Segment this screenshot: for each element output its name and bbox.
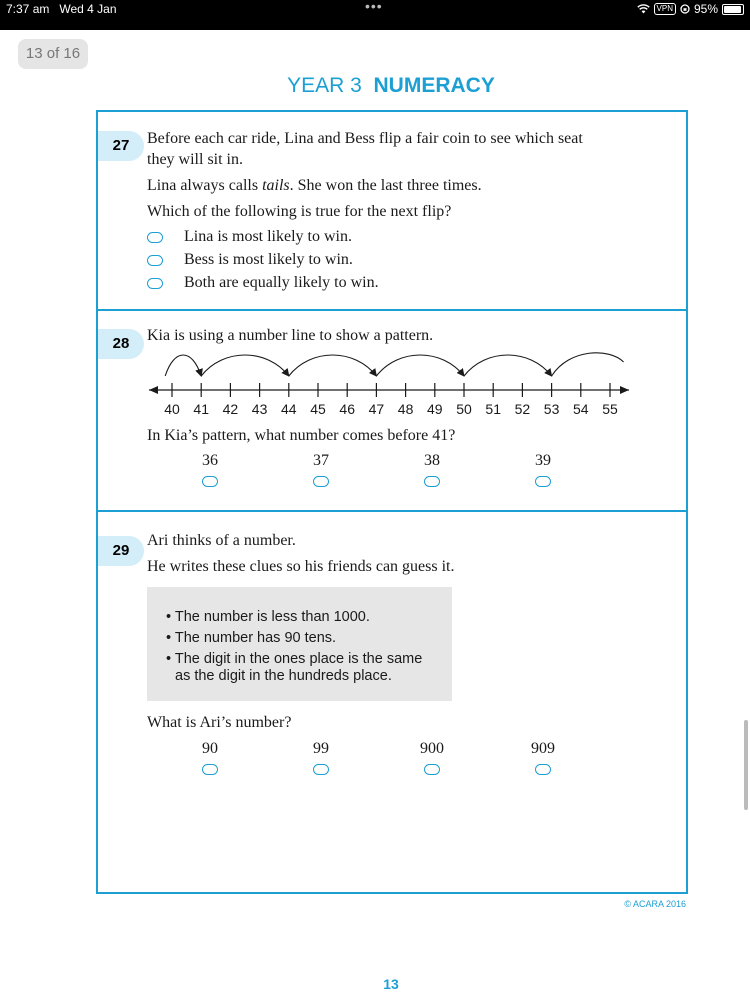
- tick-label: 47: [368, 401, 385, 417]
- clue-item: as the digit in the hundreds place.: [175, 668, 392, 684]
- tick-label: 42: [222, 401, 239, 417]
- copyright-notice: © ACARA 2016: [624, 899, 686, 909]
- page-indicator-badge: 13 of 16: [18, 39, 88, 69]
- jump-arrow: [376, 355, 464, 376]
- number-line: [144, 353, 644, 423]
- jump-arrow: [289, 355, 377, 376]
- tick-label: 50: [456, 401, 472, 417]
- answer-bubble-icon[interactable]: [147, 232, 163, 243]
- answer-choice[interactable]: 36: [180, 452, 240, 492]
- clue-item: • The number has 90 tens.: [166, 630, 337, 646]
- answer-bubble-icon[interactable]: [202, 764, 218, 775]
- battery-percent: 95%: [693, 2, 718, 16]
- answer-bubble-icon[interactable]: [313, 476, 329, 487]
- answer-option[interactable]: Bess is most likely to win.: [147, 251, 353, 269]
- jump-arrow: [464, 355, 552, 376]
- tick-label: 44: [281, 401, 297, 417]
- answer-choice[interactable]: 909: [513, 740, 573, 780]
- answer-bubble-icon[interactable]: [535, 476, 551, 487]
- answer-choice[interactable]: 37: [291, 452, 351, 492]
- answer-choice[interactable]: 39: [513, 452, 573, 492]
- jump-arrow: [201, 355, 289, 376]
- question-text: Kia is using a number line to show a pattern.: [147, 327, 434, 344]
- question-prompt: In Kia’s pattern, what number comes before 41?: [147, 427, 456, 444]
- status-bar: [0, 0, 750, 18]
- tick-label: 43: [251, 401, 268, 417]
- jump-arrow: [165, 355, 201, 376]
- answer-choice[interactable]: 900: [402, 740, 462, 780]
- question-prompt: Which of the following is true for the next flip?: [147, 203, 452, 220]
- pattern-jump-arrows: [165, 353, 623, 376]
- battery-icon: [722, 4, 744, 15]
- question-text: Ari thinks of a number.: [147, 532, 296, 549]
- question-number: 29: [98, 536, 144, 566]
- answer-choice[interactable]: 99: [291, 740, 351, 780]
- page-number: 13: [383, 976, 399, 992]
- page-title: YEAR 3 NUMERACY: [287, 74, 495, 97]
- question-number: 28: [98, 329, 144, 359]
- question-text: Before each car ride, Lina and Bess flip a fair coin to see which seat: [147, 130, 583, 147]
- question-text: He writes these clues so his friends can guess it.: [147, 558, 455, 575]
- axis-right-arrow-icon: [620, 386, 629, 394]
- number-line-labels: [164, 401, 618, 417]
- answer-choice[interactable]: 90: [180, 740, 240, 780]
- answer-bubble-icon[interactable]: [147, 278, 163, 289]
- answer-choice[interactable]: 38: [402, 452, 462, 492]
- clue-item: • The number is less than 1000.: [166, 609, 370, 625]
- wifi-icon: [637, 4, 650, 14]
- tick-label: 48: [397, 401, 414, 417]
- clue-item: • The digit in the ones place is the same: [166, 651, 423, 667]
- answer-option[interactable]: Both are equally likely to win.: [147, 274, 379, 292]
- scroll-indicator[interactable]: [744, 720, 748, 810]
- question-29-box: [96, 510, 688, 894]
- question-number: 27: [98, 131, 144, 161]
- question-text: they will sit in.: [147, 151, 243, 168]
- question-28-box: [96, 307, 688, 512]
- answer-bubble-icon[interactable]: [147, 255, 163, 266]
- tick-label: 52: [514, 401, 531, 417]
- question-prompt: What is Ari’s number?: [147, 714, 292, 731]
- jump-arc-partial: [552, 353, 624, 376]
- answer-bubble-icon[interactable]: [202, 476, 218, 487]
- answer-option[interactable]: Lina is most likely to win.: [147, 228, 352, 246]
- tick-label: 49: [427, 401, 443, 417]
- tick-label: 51: [485, 401, 501, 417]
- tick-label: 46: [339, 401, 355, 417]
- status-time: 7:37 am Wed 4 Jan: [6, 2, 117, 16]
- clue-box: [147, 587, 452, 701]
- answer-bubble-icon[interactable]: [535, 764, 551, 775]
- number-line-axis: [149, 383, 629, 397]
- screen-rotation-lock-icon: [680, 4, 690, 14]
- tick-label: 53: [543, 401, 560, 417]
- tick-label: 40: [164, 401, 180, 417]
- tick-label: 55: [602, 401, 618, 417]
- question-27-box: [96, 110, 688, 311]
- tick-label: 54: [573, 401, 589, 417]
- multitasking-dots-icon[interactable]: •••: [365, 0, 383, 14]
- status-indicators: [637, 2, 744, 16]
- tick-label: 45: [310, 401, 326, 417]
- axis-left-arrow-icon: [149, 386, 158, 394]
- answer-bubble-icon[interactable]: [424, 764, 440, 775]
- vpn-badge: VPN: [654, 3, 676, 15]
- tick-label: 41: [193, 401, 209, 417]
- answer-bubble-icon[interactable]: [424, 476, 440, 487]
- answer-bubble-icon[interactable]: [313, 764, 329, 775]
- pdf-page: [0, 30, 750, 1000]
- question-statement: Lina always calls tails. She won the last three times.: [147, 177, 482, 194]
- viewer-top-bar: [0, 18, 750, 30]
